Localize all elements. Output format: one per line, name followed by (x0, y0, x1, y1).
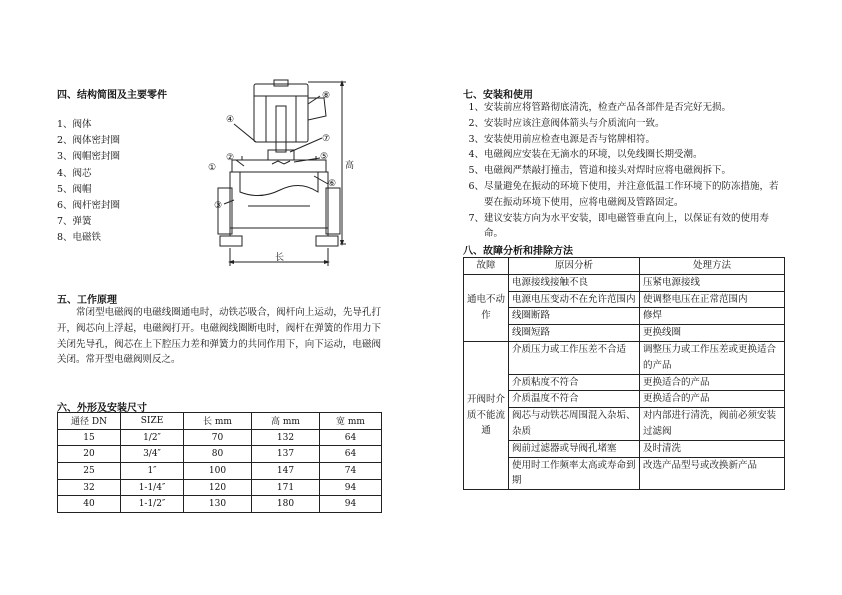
part-item: 5、阀帽 (57, 183, 92, 195)
table-cell: 70 (184, 429, 252, 446)
height-label: 高 (345, 161, 355, 171)
item-text: 尽量避免在振动的环境下使用，并注意低温工作环境下的防冻措施，若要在振动环境下使用，应将电磁阀及管路固定。 (484, 180, 779, 208)
section-6-title: 六、外形及安装尺寸 (57, 403, 147, 414)
valve-structure-diagram (200, 76, 360, 268)
table-row (464, 440, 785, 457)
table-cell: 1-1/2″ (121, 496, 184, 513)
part-item: 2、阀体密封圈 (57, 135, 121, 147)
remedy-cell: 修焊 (640, 308, 785, 325)
table-cell: 132 (252, 429, 320, 446)
list-item (463, 211, 787, 243)
section-8-title: 八、故障分析和排除方法 (463, 246, 573, 257)
cause-cell: 介质粘度不符合 (509, 374, 640, 391)
column-header: 通径 DN (58, 413, 121, 430)
cause-cell: 阀芯与动铁芯周围混入杂垢、杂质 (509, 408, 640, 441)
item-number: 3、 (468, 133, 484, 145)
fault-table (463, 257, 785, 490)
column-header: 宽 mm (320, 413, 382, 430)
section-4-title: 四、结构简图及主要零件 (57, 90, 167, 101)
section-7-title: 七、安装和使用 (463, 90, 533, 101)
item-text: 安装使用前应检查电源是否与铭牌相符。 (484, 133, 656, 145)
list-item (463, 132, 787, 148)
working-principle-text: 常闭型电磁阀的电磁线圈通电时，动铁芯吸合，阀杆向上运动，先导孔打开，阀芯向上浮起，电磁阀打开。电磁阀线圈断电时，阀杆在弹簧的作用力下关闭先导孔，阀芯在上下腔压力差和弹簧力的共同作用下，向下运动，电磁阀关闭。常开型电磁阀则反之。 (57, 307, 381, 366)
part-item: 6、阀杆密封圈 (57, 199, 121, 211)
table-cell: 1-1/4″ (121, 479, 184, 496)
table-cell: 130 (184, 496, 252, 513)
cause-cell: 使用时工作频率太高或寿命到期 (509, 457, 640, 490)
callout-3: ③ (214, 201, 223, 211)
column-header: SIZE (121, 413, 184, 430)
cause-cell: 介质压力或工作压差不合适 (509, 341, 640, 374)
table-cell: 147 (252, 463, 320, 480)
remedy-cell: 更换适合的产品 (640, 391, 785, 408)
fault-category: 通电不动作 (464, 274, 509, 341)
table-row (58, 463, 382, 480)
table-cell: 94 (320, 479, 382, 496)
callout-1: ① (208, 163, 217, 173)
part-item: 1、阀体 (57, 119, 92, 130)
table-row (464, 274, 785, 291)
table-row (464, 308, 785, 325)
column-header: 故障 (464, 258, 509, 275)
table-cell: 171 (252, 479, 320, 496)
callout-2: ② (226, 153, 235, 163)
column-header: 原因分析 (509, 258, 640, 275)
callout-6: ⑥ (328, 179, 337, 189)
table-row (464, 325, 785, 342)
table-row (58, 479, 382, 496)
table-row (464, 391, 785, 408)
item-number: 6、 (468, 180, 484, 192)
callout-7: ⑦ (322, 134, 331, 144)
table-cell: 32 (58, 479, 121, 496)
table-row (464, 374, 785, 391)
cause-cell: 线圈短路 (509, 325, 640, 342)
column-header: 高 mm (252, 413, 320, 430)
remedy-cell: 改选产品型号或改换新产品 (640, 457, 785, 490)
dimensions-table (57, 412, 382, 513)
table-cell: 74 (320, 463, 382, 480)
cause-cell: 电源电压变动不在允许范围内 (509, 291, 640, 308)
list-item (463, 163, 787, 179)
table-cell: 1″ (121, 463, 184, 480)
part-item: 3、阀帽密封圈 (57, 151, 121, 163)
table-header-row (58, 413, 382, 430)
item-text: 建议安装方向为水平安装，即电磁管垂直向上，以保证有效的使用寿命。 (484, 212, 770, 240)
item-text: 安装前应将管路彻底清洗，检查产品各部件是否完好无损。 (484, 102, 732, 113)
table-row (464, 291, 785, 308)
table-cell: 20 (58, 446, 121, 463)
installation-list (463, 100, 787, 242)
list-item (463, 100, 787, 116)
table-cell: 64 (320, 429, 382, 446)
table-cell: 180 (252, 496, 320, 513)
cause-cell: 阀前过滤器或导阀孔堵塞 (509, 440, 640, 457)
part-item: 7、弹簧 (57, 216, 92, 228)
table-cell: 64 (320, 446, 382, 463)
fault-category: 开阀时介质不能流通 (464, 341, 509, 489)
remedy-cell: 压紧电源接线 (640, 274, 785, 291)
callout-5: ⑤ (320, 152, 329, 162)
table-cell: 80 (184, 446, 252, 463)
remedy-cell: 对内部进行清洗，阀前必须安装过滤阀 (640, 408, 785, 441)
remedy-cell: 调整压力或工作压差或更换适合的产品 (640, 341, 785, 374)
table-cell: 25 (58, 463, 121, 480)
item-text: 电磁阀应安装在无滴水的环境，以免线圈长期受潮。 (484, 149, 703, 161)
remedy-cell: 及时清洗 (640, 440, 785, 457)
item-text: 电磁阀严禁敲打撞击，管道和接头对焊时应将电磁阀拆下。 (484, 165, 732, 177)
item-number: 4、 (468, 149, 484, 161)
callout-8: ⑧ (322, 91, 331, 101)
section-5-title: 五、工作原理 (57, 295, 117, 306)
item-text: 安装时应该注意阀体箭头与介质流向一致。 (484, 117, 665, 129)
column-header: 长 mm (184, 413, 252, 430)
list-item (463, 116, 787, 132)
table-cell: 137 (252, 446, 320, 463)
table-row (58, 429, 382, 446)
length-label: 长 (275, 253, 285, 263)
list-item (463, 179, 787, 211)
list-item (463, 147, 787, 163)
cause-cell: 线圈断路 (509, 308, 640, 325)
callout-4: ④ (226, 115, 235, 125)
part-item: 8、电磁铁 (57, 232, 102, 244)
parts-list (57, 116, 120, 246)
item-number: 1、 (468, 102, 484, 113)
table-row (58, 496, 382, 513)
table-cell: 3/4″ (121, 446, 184, 463)
table-header-row (464, 258, 785, 275)
table-row (58, 446, 382, 463)
table-row (464, 341, 785, 374)
remedy-cell: 更换适合的产品 (640, 374, 785, 391)
part-item: 4、阀芯 (57, 167, 92, 179)
item-number: 5、 (468, 165, 484, 177)
table-cell: 100 (184, 463, 252, 480)
table-cell: 15 (58, 429, 121, 446)
table-cell: 40 (58, 496, 121, 513)
table-cell: 94 (320, 496, 382, 513)
remedy-cell: 使调整电压在正常范围内 (640, 291, 785, 308)
column-header: 处理方法 (640, 258, 785, 275)
table-row (464, 408, 785, 441)
table-cell: 120 (184, 479, 252, 496)
cause-cell: 介质温度不符合 (509, 391, 640, 408)
remedy-cell: 更换线圈 (640, 325, 785, 342)
item-number: 2、 (468, 117, 484, 129)
table-cell: 1/2″ (121, 429, 184, 446)
item-number: 7、 (468, 212, 484, 224)
cause-cell: 电源接线接触不良 (509, 274, 640, 291)
table-row (464, 457, 785, 490)
